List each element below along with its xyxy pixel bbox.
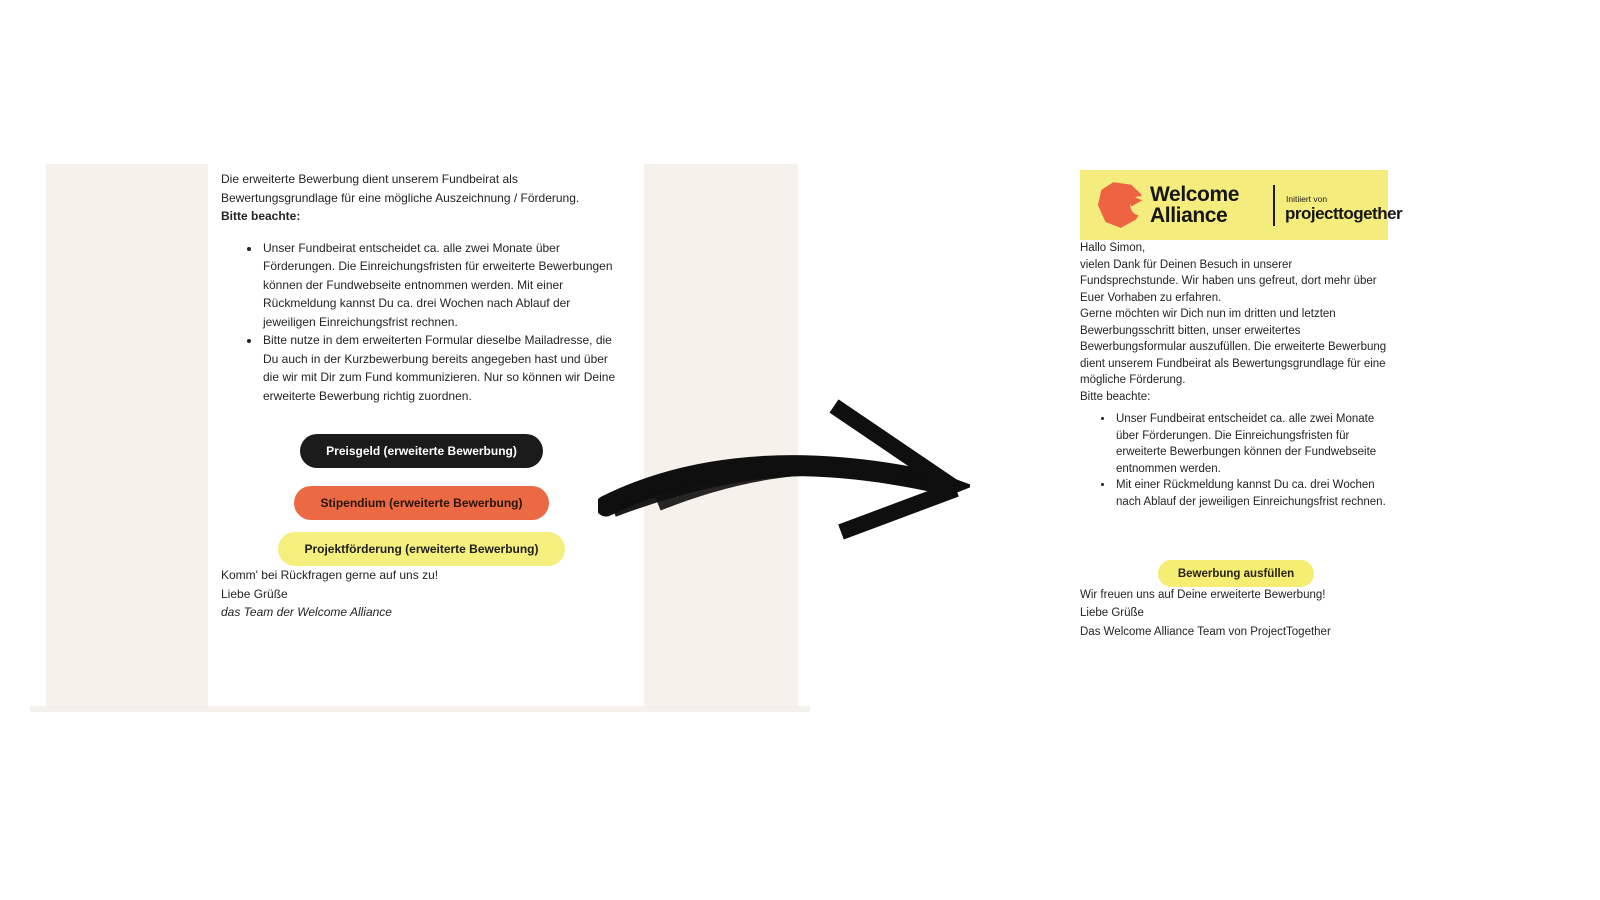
welcome-alliance-logo-icon (1096, 181, 1144, 229)
projektfoerderung-button[interactable]: Projektförderung (erweiterte Bewerbung) (278, 532, 564, 566)
old-note-list (251, 239, 622, 406)
initiated-by-label: Initiiert von (1286, 194, 1328, 204)
new-note-item: • Mit einer Rückmeldung kannst Du ca. drei Wochen nach Ablauf der jeweiligen Einreichungsfrist rechnen. (1114, 477, 1392, 510)
new-note-list (1106, 411, 1392, 510)
old-outro-text: Komm' bei Rückfragen gerne auf uns zu! (221, 568, 439, 582)
new-signature-text: Das Welcome Alliance Team von ProjectTogether (1080, 625, 1331, 638)
stipendium-button[interactable]: Stipendium (erweiterte Bewerbung) (294, 486, 548, 520)
welcome-alliance-banner (1080, 170, 1403, 240)
new-outro-text: Wir freuen uns auf Deine erweiterte Bewerbung! (1080, 589, 1326, 601)
old-button-stack (221, 434, 622, 566)
old-intro-text: Die erweiterte Bewerbung dient unserem Fundbeirat als Bewertungsgrundlage für eine mögliche Auszeichnung / Förderung. (221, 172, 580, 205)
new-note-item: • Unser Fundbeirat entscheidet ca. alle zwei Monate über Förderungen. Die Einreichungsfristen für erweiterte Bewerbungen können der Fundwebseite entnommen werden. (1114, 411, 1392, 477)
old-email-body (208, 164, 644, 708)
new-closing-text: Liebe Grüße (1080, 606, 1144, 619)
old-note-item: • Bitte nutze in dem erweiterten Formular dieselbe Mailadresse, die Du auch in der Kurzbewerbung bereits angegeben hast und über die wir mit Dir zum Fund kommunizieren. Nur so können wir Deine erweiterte Bewerbung richtig zuordnen. (261, 331, 622, 405)
screenshot-bottom-edge (30, 706, 810, 712)
projecttogether-wordmark: projecttogether (1285, 204, 1403, 223)
bewerbung-ausfuellen-button[interactable]: Bewerbung ausfüllen (1158, 560, 1314, 587)
brand-wordmark (1150, 184, 1239, 226)
brand-line2: Alliance (1150, 204, 1228, 227)
new-email (1080, 170, 1403, 642)
old-signature-text: das Team der Welcome Alliance (221, 605, 392, 619)
new-paragraph: vielen Dank für Deinen Besuch in unserer Fundsprechstunde. Wir haben uns gefreut, dort mehr über Euer Vorhaben zu erfahren. (1080, 258, 1377, 304)
brand-line1: Welcome (1150, 183, 1240, 206)
new-greeting-text: Hallo Simon, (1080, 242, 1146, 254)
new-note-heading: Bitte beachte: (1080, 390, 1151, 403)
preisgeld-button[interactable]: Preisgeld (erweiterte Bewerbung) (300, 434, 543, 468)
new-paragraph: Gerne möchten wir Dich nun im dritten und letzten Bewerbungsschritt bitten, unser erweitertes Bewerbungsformular auszufüllen. Die erweiterte Bewerbung dient unserem Fundbeirat als Bewertungsgrundlage für eine mögliche Förderung. (1080, 308, 1387, 386)
brush-arrow-right-icon (598, 394, 970, 542)
banner-divider (1273, 185, 1275, 226)
old-note-heading: Bitte beachte: (221, 209, 301, 223)
old-note-item: • Unser Fundbeirat entscheidet ca. alle zwei Monate über Förderungen. Die Einreichungsfristen für erweiterte Bewerbungen können der Fundwebseite entnommen werden. Mit einer Rückmeldung kannst Du ca. drei Wochen nach Ablauf der jeweiligen Einreichungsfrist rechnen. (261, 239, 622, 332)
cta-row (1080, 560, 1392, 587)
old-closing-text: Liebe Grüße (221, 586, 288, 601)
